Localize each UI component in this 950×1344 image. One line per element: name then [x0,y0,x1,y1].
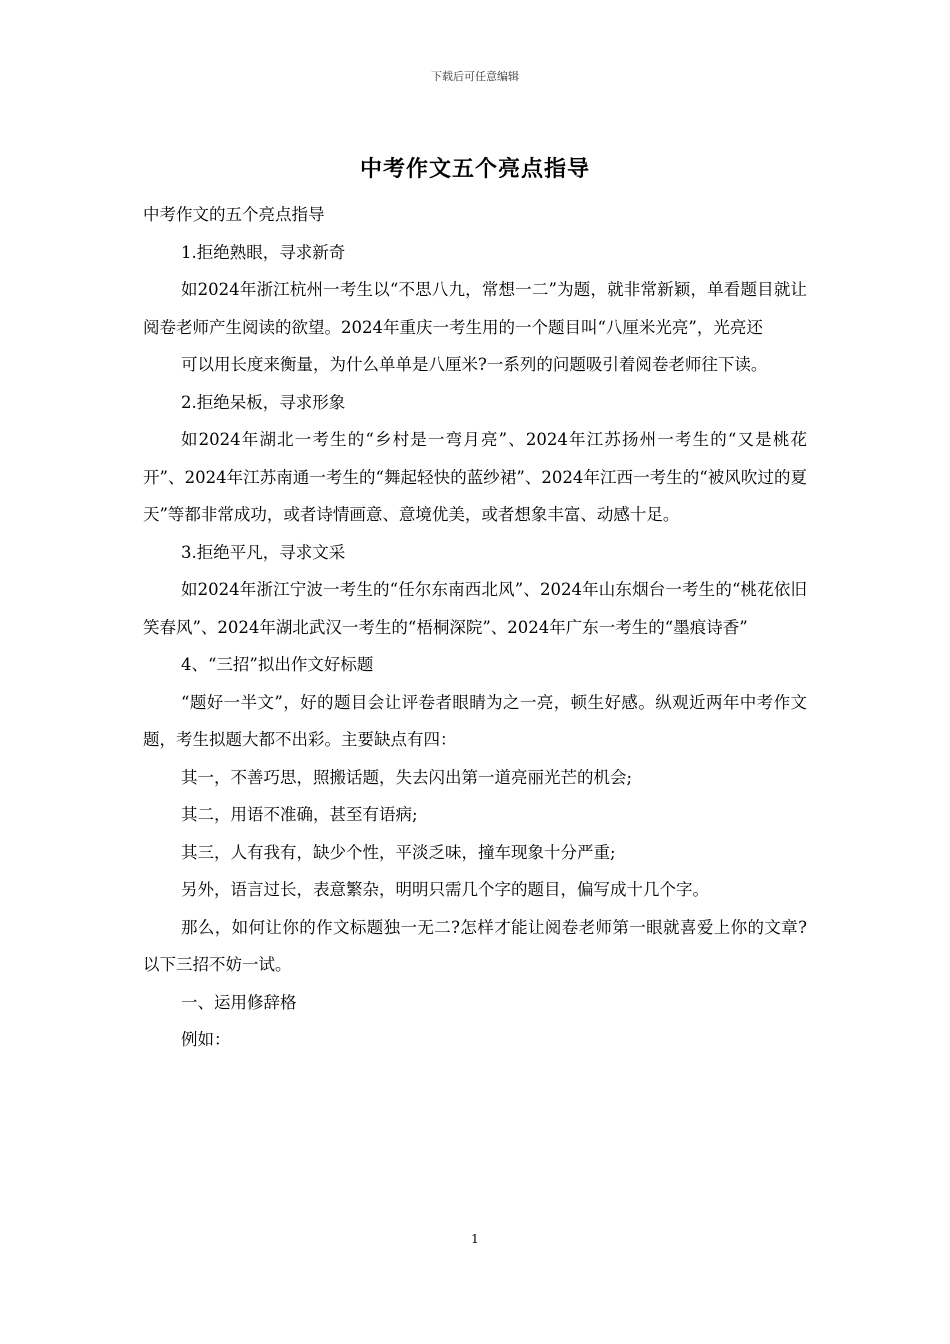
paragraph: 其二，用语不准确，甚至有语病; [181,805,418,824]
paragraph: 可以用长度来衡量，为什么单单是八厘米?一系列的问题吸引着阅卷老师往下读。 [181,355,768,374]
paragraph-heading-1: 1.拒绝熟眼，寻求新奇 [181,242,346,262]
paragraph: 另外，语言过长，表意繁杂，明明只需几个字的题目，偏写成十几个字。 [181,880,709,899]
paragraph: 那么，如何让你的作文标题独一无二?怎样才能让阅卷老师第一眼就喜爱上你的文章?以下三招不妨一试。 [143,917,807,974]
paragraph: 如2024年浙江杭州一考生以“不思八九，常想一二”为题，就非常新颖，单看题目就让阅卷老师产生阅读的欲望。2024年重庆一考生用的一个题目叫“八厘米光亮”，光亮还 [143,280,807,337]
paragraph-heading-2: 2.拒绝呆板，寻求形象 [181,392,346,412]
page-number: 1 [471,1232,479,1246]
paragraph: 如2024年浙江宁波一考生的“任尔东南西北风”、2024年山东烟台一考生的“桃花依旧笑春风”、2024年湖北武汉一考生的“梧桐深院”、2024年广东一考生的“墨痕诗香” [143,580,807,637]
paragraph: 其三，人有我有，缺少个性，平淡乏味，撞车现象十分严重; [181,842,616,862]
paragraph: 例如： [181,1030,231,1049]
paragraph-heading-4: 4、“三招”拟出作文好标题 [181,655,374,674]
header-note: 下载后可任意编辑 [431,70,519,83]
paragraph: “题好一半文”，好的题目会让评卷者眼睛为之一亮，顿生好感。纵观近两年中考作文题，考生拟题大都不出彩。主要缺点有四： [143,692,807,749]
document-body [143,196,807,1059]
paragraph: 其一，不善巧思，照搬话题，失去闪出第一道亮丽光芒的机会; [181,767,633,787]
document-title: 中考作文五个亮点指导 [359,157,590,182]
paragraph-heading-3: 3.拒绝平凡，寻求文采 [181,542,346,562]
paragraph: 如2024年湖北一考生的“乡村是一弯月亮”、2024年江苏扬州一考生的“又是桃花开”、2024年江苏南通一考生的“舞起轻快的蓝纱裙”、2024年江西一考生的“被风吹过的夏天”等都非常成功，或者诗情画意、意境优美，或者想象丰富、动感十足。 [143,430,807,524]
paragraph-subtitle: 中考作文的五个亮点指导 [143,205,325,224]
paragraph-heading-section-1: 一、运用修辞格 [181,992,297,1012]
